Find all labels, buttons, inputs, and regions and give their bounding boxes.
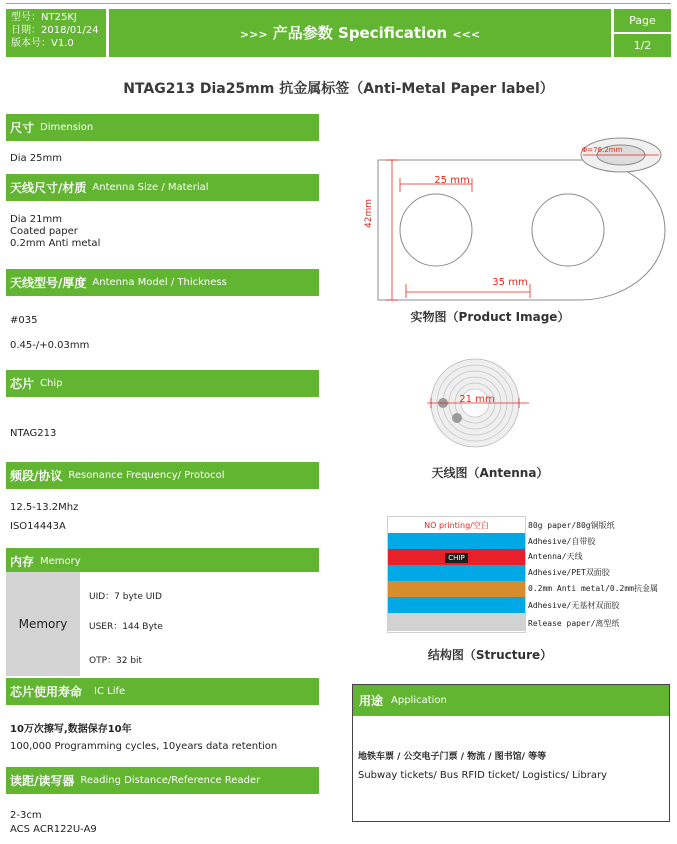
structure-layer-label: Adhesive/自带胶 — [528, 537, 596, 546]
protocol-value: ISO14443A — [10, 521, 66, 532]
section-en: Resonance Frequency/ Protocol — [68, 470, 225, 481]
label-height-label: 42mm — [364, 199, 374, 228]
title-prefix: >>> — [239, 28, 268, 41]
top-rule — [6, 3, 671, 4]
pitch-label: 35 mm — [492, 277, 528, 288]
section-en: Application — [391, 695, 447, 706]
section-bar-reader — [6, 767, 319, 794]
section-bar-antenna-model — [6, 269, 319, 296]
application-en: Subway tickets/ Bus RFID ticket/ Logistics/ Library — [358, 770, 608, 781]
section-en: Chip — [40, 378, 63, 389]
structure-caption: 结构图（Structure） — [427, 648, 553, 662]
ic-life-zh: 10万次擦写,数据保存10年 — [10, 724, 132, 735]
chip-tag: CHIP — [445, 553, 467, 563]
section-en: Antenna Model / Thickness — [92, 277, 227, 288]
section-zh: 尺寸 — [10, 121, 35, 135]
antenna-metal: 0.2mm Anti metal — [10, 238, 101, 249]
antenna-dia-label: 21 mm — [459, 394, 495, 405]
roll-dia-label: Φ=76.2mm — [581, 146, 623, 154]
ic-life-en: 100,000 Programming cycles, 10years data retention — [10, 741, 278, 752]
reference-reader: ACS ACR122U-A9 — [10, 824, 97, 835]
memory-uid: UID：7 byte UID — [89, 592, 162, 602]
section-bar-memory — [6, 548, 319, 575]
section-bar-frequency — [6, 462, 319, 489]
structure-layer-label: 0.2mm Anti metal/0.2mm抗金属 — [528, 584, 658, 593]
structure-layer-label: Antenna/天线 — [528, 552, 583, 561]
header-title — [109, 9, 611, 57]
section-zh: 内存 — [10, 555, 35, 569]
section-en: Memory — [40, 556, 81, 567]
section-bar-dimension — [6, 114, 319, 141]
header-info — [6, 9, 106, 57]
section-zh: 芯片 — [10, 377, 35, 391]
label-width-label: 25 mm — [434, 175, 470, 186]
section-en: IC Life — [94, 686, 126, 697]
antenna-model-value: #035 — [10, 315, 38, 326]
structure-layer-label: 80g paper/80g铜版纸 — [528, 521, 615, 530]
section-zh: 频段/协议 — [10, 469, 63, 483]
reading-distance: 2-3cm — [10, 810, 42, 821]
frequency-value: 12.5-13.2Mhz — [10, 502, 79, 513]
antenna-thickness-value: 0.45-/+0.03mm — [10, 340, 90, 351]
section-bar-ic-life — [6, 678, 319, 705]
label-circle-1 — [400, 194, 472, 266]
date: 日期：2018/01/24 — [11, 25, 99, 36]
structure-layer — [388, 613, 525, 631]
section-zh: 芯片使用寿命 — [10, 685, 83, 699]
structure-layer-label: Adhesive/无基材双面胶 — [528, 601, 620, 610]
title-suffix: <<< — [452, 28, 481, 41]
title-text: 产品参数 Specification — [272, 24, 448, 42]
antenna-caption: 天线图（Antenna） — [431, 466, 549, 480]
antenna-size-lines — [10, 214, 100, 250]
section-en: Reading Distance/Reference Reader — [80, 775, 261, 786]
memory-user: USER：144 Byte — [89, 622, 163, 632]
structure-layer-label: Adhesive/PET双面胶 — [528, 568, 610, 577]
section-bar-antenna-size — [6, 174, 319, 201]
section-zh: 天线型号/厚度 — [10, 276, 87, 290]
model-number: 型号：NT25KJ — [11, 12, 77, 23]
product-image-caption: 实物图（Product Image） — [410, 310, 570, 324]
section-zh: 用途 — [359, 694, 384, 708]
section-bar-chip — [6, 370, 319, 397]
section-en: Dimension — [40, 122, 94, 133]
dimension-value: Dia 25mm — [10, 153, 62, 164]
page-number: 1/2 — [614, 34, 671, 57]
page-label: Page — [614, 9, 671, 32]
memory-label: Memory — [6, 572, 80, 676]
antenna-material: Coated paper — [10, 226, 78, 237]
application-zh: 地铁车票 / 公交电子门票 / 物流 / 图书馆/ 等等 — [358, 752, 547, 762]
structure-layer-label: Release paper/离型纸 — [528, 619, 620, 628]
label-circle-2 — [532, 194, 604, 266]
section-zh: 读距/读写器 — [10, 774, 75, 788]
section-zh: 天线尺寸/材质 — [10, 181, 87, 195]
memory-otp: OTP：32 bit — [89, 656, 143, 666]
version: 版本号：V1.0 — [11, 38, 74, 49]
antenna-dia: Dia 21mm — [10, 214, 62, 225]
structure-layer: NO printing/空白 — [388, 517, 525, 535]
section-en: Antenna Size / Material — [92, 182, 209, 193]
page-title: NTAG213 Dia25mm 抗金属标签（Anti-Metal Paper label） — [123, 81, 554, 97]
section-bar-application — [353, 685, 669, 716]
chip-value: NTAG213 — [10, 428, 57, 439]
